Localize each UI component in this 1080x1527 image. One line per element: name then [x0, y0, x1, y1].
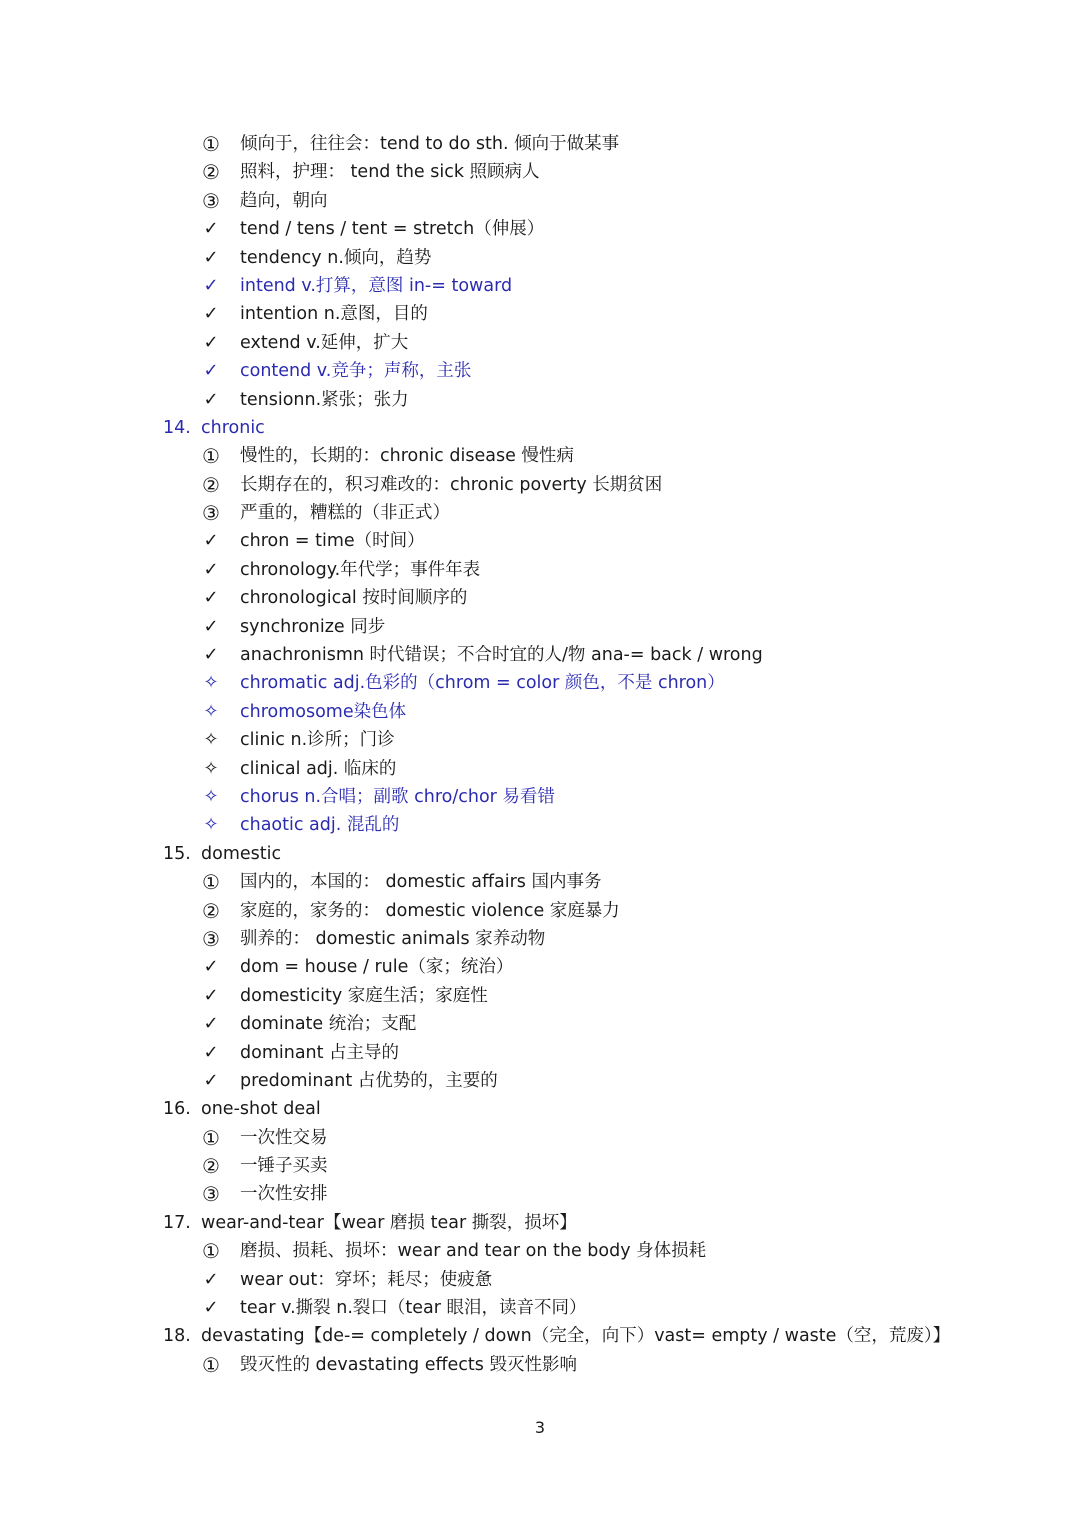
- entry-line: [0, 698, 1080, 726]
- entry-text: extend v.延伸，扩大: [240, 332, 409, 353]
- entry-line: [0, 1180, 1080, 1208]
- entry-text: dom = house / rule（家；统治）: [240, 957, 514, 978]
- entry-word: domestic: [201, 843, 282, 864]
- entry-line: [0, 1237, 1080, 1265]
- entry-word: one-shot deal: [201, 1099, 321, 1120]
- entry-line: [0, 187, 1080, 215]
- entry-text: 长期存在的，积习难改的：chronic poverty 长期贫困: [240, 474, 663, 495]
- checkmark-icon: ✓: [203, 1297, 219, 1319]
- star-outline-icon: ✧: [203, 757, 219, 779]
- checkmark-icon: ✓: [203, 331, 219, 353]
- entry-text: 趋向，朝向: [240, 190, 328, 211]
- checkmark-icon: ✓: [203, 246, 219, 268]
- entry-heading: [0, 414, 1080, 442]
- entry-line: [0, 329, 1080, 357]
- entry-line: [0, 613, 1080, 641]
- star-outline-icon: ✧: [203, 785, 219, 807]
- entry-line: [0, 897, 1080, 925]
- entry-word: chronic: [201, 417, 265, 438]
- entry-line: [0, 925, 1080, 953]
- entry-text: contend v.竞争；声称，主张: [240, 361, 472, 382]
- checkmark-icon: ✓: [203, 587, 219, 609]
- entry-text: 慢性的，长期的：chronic disease 慢性病: [240, 446, 574, 467]
- entry-line: [0, 669, 1080, 697]
- entry-text: 一次性交易: [240, 1127, 328, 1148]
- circled-number-icon: ①: [202, 132, 220, 156]
- entry-line: [0, 584, 1080, 612]
- checkmark-icon: ✓: [203, 558, 219, 580]
- entry-text: tensionn.紧张；张力: [240, 389, 409, 410]
- entry-text: 严重的，糟糕的（非正式）: [240, 503, 450, 524]
- entry-line: [0, 1294, 1080, 1322]
- entry-line: [0, 300, 1080, 328]
- entry-text: tear v.撕裂 n.裂口（tear 眼泪，读音不同）: [240, 1298, 587, 1319]
- entry-heading: [0, 1322, 1080, 1350]
- entry-text: chromosome染色体: [240, 701, 407, 722]
- circled-number-icon: ②: [202, 898, 220, 923]
- circled-number-icon: ①: [202, 1239, 220, 1264]
- entry-line: [0, 1351, 1080, 1379]
- page-number: 3: [534, 1418, 546, 1437]
- circled-number-icon: ③: [202, 188, 220, 213]
- entry-line: [0, 471, 1080, 499]
- circled-number-icon: ③: [202, 1182, 220, 1207]
- checkmark-icon: ✓: [203, 530, 219, 552]
- entry-text: 毁灭性的 devastating effects 毁灭性影响: [240, 1354, 577, 1375]
- entry-line: [0, 386, 1080, 414]
- circled-number-icon: ①: [202, 1352, 220, 1377]
- circled-number-icon: ②: [202, 1154, 220, 1179]
- entry-line: [0, 244, 1080, 272]
- entry-line: [0, 982, 1080, 1010]
- entry-line: [0, 1039, 1080, 1067]
- entry-text: chorus n.合唱；副歌 chro/chor 易看错: [240, 786, 555, 807]
- entry-line: [0, 158, 1080, 186]
- entry-word: devastating【de-= completely / down（完全，向下）vast= empty / waste（空，荒废）】: [201, 1326, 951, 1347]
- checkmark-icon: ✓: [203, 984, 219, 1006]
- entry-text: wear out：穿坏；耗尽；使疲惫: [240, 1269, 493, 1290]
- checkmark-icon: ✓: [203, 956, 219, 978]
- entry-line: [0, 641, 1080, 669]
- entry-heading: [0, 1209, 1080, 1237]
- entry-text: 一锤子买卖: [240, 1156, 328, 1177]
- entry-line: [0, 215, 1080, 243]
- entry-line: [0, 499, 1080, 527]
- star-outline-icon: ✧: [203, 814, 219, 836]
- circled-number-icon: ②: [202, 472, 220, 497]
- checkmark-icon: ✓: [203, 1041, 219, 1063]
- circled-number-icon: ①: [202, 1125, 220, 1150]
- entry-text: chromatic adj.色彩的（chrom = color 颜色，不是 chron）: [240, 673, 725, 694]
- circled-number-icon: ①: [202, 870, 220, 895]
- entry-text: chronological 按时间顺序的: [240, 588, 468, 609]
- checkmark-icon: ✓: [203, 1069, 219, 1091]
- entry-text: clinic n.诊所；门诊: [240, 730, 395, 751]
- checkmark-icon: ✓: [203, 360, 219, 382]
- entry-text: predominant 占优势的，主要的: [240, 1070, 498, 1091]
- entry-line: [0, 272, 1080, 300]
- entry-line: [0, 1266, 1080, 1294]
- entry-text: tend / tens / tent = stretch（伸展）: [240, 219, 545, 240]
- entry-number: 15.: [163, 843, 191, 864]
- star-outline-icon: ✧: [203, 700, 219, 722]
- entry-line: [0, 556, 1080, 584]
- entry-text: 驯养的： domestic animals 家养动物: [240, 928, 546, 949]
- checkmark-icon: ✓: [203, 303, 219, 325]
- entry-line: [0, 868, 1080, 896]
- entry-text: 国内的，本国的： domestic affairs 国内事务: [240, 872, 602, 893]
- entry-line: [0, 1010, 1080, 1038]
- star-outline-icon: ✧: [203, 729, 219, 751]
- entry-heading: [0, 1095, 1080, 1123]
- entry-text: synchronize 同步: [240, 616, 386, 637]
- entry-number: 18.: [163, 1326, 191, 1347]
- entry-text: intend v.打算，意图 in-= toward: [240, 275, 513, 296]
- entry-text: tendency n.倾向，趋势: [240, 247, 432, 268]
- checkmark-icon: ✓: [203, 388, 219, 410]
- entry-text: 家庭的，家务的： domestic violence 家庭暴力: [240, 900, 620, 921]
- checkmark-icon: ✓: [203, 1013, 219, 1035]
- checkmark-icon: ✓: [203, 274, 219, 296]
- entry-line: [0, 811, 1080, 839]
- entry-number: 14.: [163, 417, 191, 438]
- entry-number: 16.: [163, 1099, 191, 1120]
- entry-line: [0, 783, 1080, 811]
- entry-text: clinical adj. 临床的: [240, 758, 397, 779]
- entry-text: chronology.年代学；事件年表: [240, 559, 481, 580]
- entry-line: [0, 527, 1080, 555]
- entry-line: [0, 130, 1080, 158]
- entry-text: dominant 占主导的: [240, 1042, 400, 1063]
- entry-line: [0, 755, 1080, 783]
- entry-text: domesticity 家庭生活；家庭性: [240, 985, 488, 1006]
- checkmark-icon: ✓: [203, 218, 219, 240]
- page-body: [0, 130, 1080, 1379]
- entry-line: [0, 1152, 1080, 1180]
- circled-number-icon: ③: [202, 501, 220, 526]
- entry-text: 照料，护理： tend the sick 照顾病人: [240, 162, 540, 183]
- entry-heading: [0, 840, 1080, 868]
- entry-text: chaotic adj. 混乱的: [240, 815, 400, 836]
- entry-line: [0, 726, 1080, 754]
- checkmark-icon: ✓: [203, 1268, 219, 1290]
- entry-text: 磨损、损耗、损坏：wear and tear on the body 身体损耗: [240, 1241, 707, 1262]
- entry-line: [0, 1067, 1080, 1095]
- entry-line: [0, 442, 1080, 470]
- entry-number: 17.: [163, 1212, 191, 1233]
- entry-text: 倾向于，往往会：tend to do sth. 倾向于做某事: [240, 134, 620, 154]
- entry-line: [0, 1124, 1080, 1152]
- entry-line: [0, 953, 1080, 981]
- entry-text: chron = time（时间）: [240, 531, 425, 552]
- entry-text: anachronismn 时代错误；不合时宜的人/物 ana-= back / wrong: [240, 645, 763, 666]
- checkmark-icon: ✓: [203, 644, 219, 666]
- checkmark-icon: ✓: [203, 615, 219, 637]
- circled-number-icon: ②: [202, 160, 220, 185]
- entry-word: wear-and-tear【wear 磨损 tear 撕裂，损坏】: [201, 1212, 577, 1233]
- entry-line: [0, 357, 1080, 385]
- star-outline-icon: ✧: [203, 672, 219, 694]
- entry-text: 一次性安排: [240, 1184, 328, 1205]
- entry-text: intention n.意图，目的: [240, 304, 428, 325]
- entry-text: dominate 统治；支配: [240, 1014, 417, 1035]
- circled-number-icon: ①: [202, 444, 220, 469]
- circled-number-icon: ③: [202, 926, 220, 951]
